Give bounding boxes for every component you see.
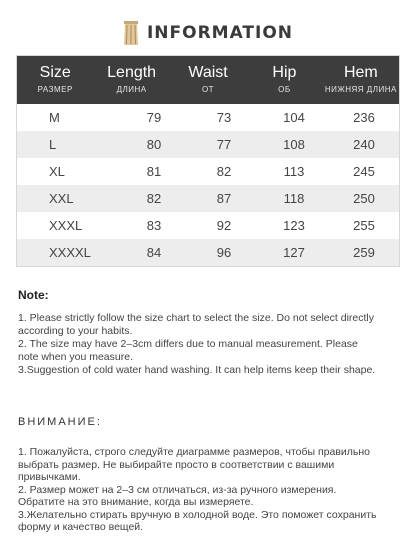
cell-hem: 250	[353, 191, 375, 206]
table-row	[17, 212, 399, 239]
column-label: Size	[39, 64, 71, 81]
note-line: 2. The size may have 2–3cm differs due to manual measurement. Please note when you measure.	[18, 338, 358, 363]
cell-hip: 123	[283, 218, 305, 233]
cell-size: XXL	[49, 191, 74, 206]
note-body	[18, 312, 378, 377]
cell-length: 82	[146, 191, 162, 206]
note-title: Note:	[18, 288, 49, 302]
table-row	[17, 239, 399, 266]
column-label: Waist	[188, 64, 228, 81]
cell-size: M	[49, 110, 60, 125]
cell-length: 83	[146, 218, 162, 233]
size-table	[16, 55, 400, 267]
warning-line: 3.Желательно стирать вручную в холодной воде. Это поможет сохранить форму и качество вещей.	[18, 508, 377, 533]
note-line: 3.Suggestion of cold water hand washing. It can help items keep their shape.	[18, 364, 376, 376]
note-line: 1. Please strictly follow the size chart to select the size. Do not select directly according to your habits.	[18, 312, 374, 337]
column-header-hip	[246, 56, 322, 104]
cell-length: 80	[146, 137, 162, 152]
column-label: Hem	[343, 64, 378, 81]
column-header-hem	[323, 56, 399, 104]
cell-length: 79	[146, 110, 162, 125]
cell-hip: 108	[283, 137, 305, 152]
column-label-ru: ОТ	[201, 85, 215, 94]
warning-line: 1. Пожалуйста, строго следуйте диаграмме размеров, чтобы правильно выбрать размер. Не выбирайте просто в соответствии с вашими привычками.	[18, 446, 371, 483]
warning-body	[18, 446, 383, 534]
cell-hip: 113	[283, 164, 305, 179]
cell-waist: 96	[216, 245, 232, 260]
table-body	[17, 104, 399, 266]
size-chart-icon	[123, 21, 139, 45]
cell-waist: 77	[216, 137, 232, 152]
cell-size: XL	[49, 164, 65, 179]
table-row	[17, 131, 399, 158]
column-header-waist	[170, 56, 246, 104]
table-row	[17, 158, 399, 185]
cell-hip: 127	[283, 245, 305, 260]
cell-length: 81	[146, 164, 162, 179]
cell-size: XXXL	[49, 218, 83, 233]
warning-line: 2. Размер может на 2–3 см отличаться, из-за ручного измерения. Обратите на это внимание, когда вы измеряете.	[18, 483, 337, 508]
cell-waist: 87	[216, 191, 232, 206]
cell-hem: 259	[353, 245, 375, 260]
cell-hem: 240	[353, 137, 375, 152]
column-header-length	[93, 56, 169, 104]
warning-title: ВНИМАНИЕ:	[18, 416, 102, 428]
cell-waist: 82	[216, 164, 232, 179]
cell-length: 84	[146, 245, 162, 260]
column-label-ru: ДЛИНА	[116, 85, 147, 94]
cell-size: L	[49, 137, 57, 152]
table-header	[17, 56, 399, 104]
column-label-ru: ОБ	[278, 85, 291, 94]
cell-waist: 92	[216, 218, 232, 233]
column-label: Hip	[272, 64, 297, 81]
column-label-ru: НИЖНЯЯ ДЛИНА	[324, 85, 397, 94]
column-label-ru: РАЗМЕР	[37, 85, 73, 94]
header-title: INFORMATION	[146, 23, 294, 43]
table-row	[17, 185, 399, 212]
cell-waist: 73	[216, 110, 232, 125]
cell-hip: 104	[283, 110, 305, 125]
column-header-size	[17, 56, 93, 104]
cell-hem: 245	[353, 164, 375, 179]
section-header	[0, 18, 416, 48]
cell-hem: 236	[353, 110, 375, 125]
cell-hem: 255	[353, 218, 375, 233]
column-label: Length	[107, 64, 157, 81]
cell-size: XXXXL	[49, 245, 91, 260]
cell-hip: 118	[283, 191, 305, 206]
table-row	[17, 104, 399, 131]
